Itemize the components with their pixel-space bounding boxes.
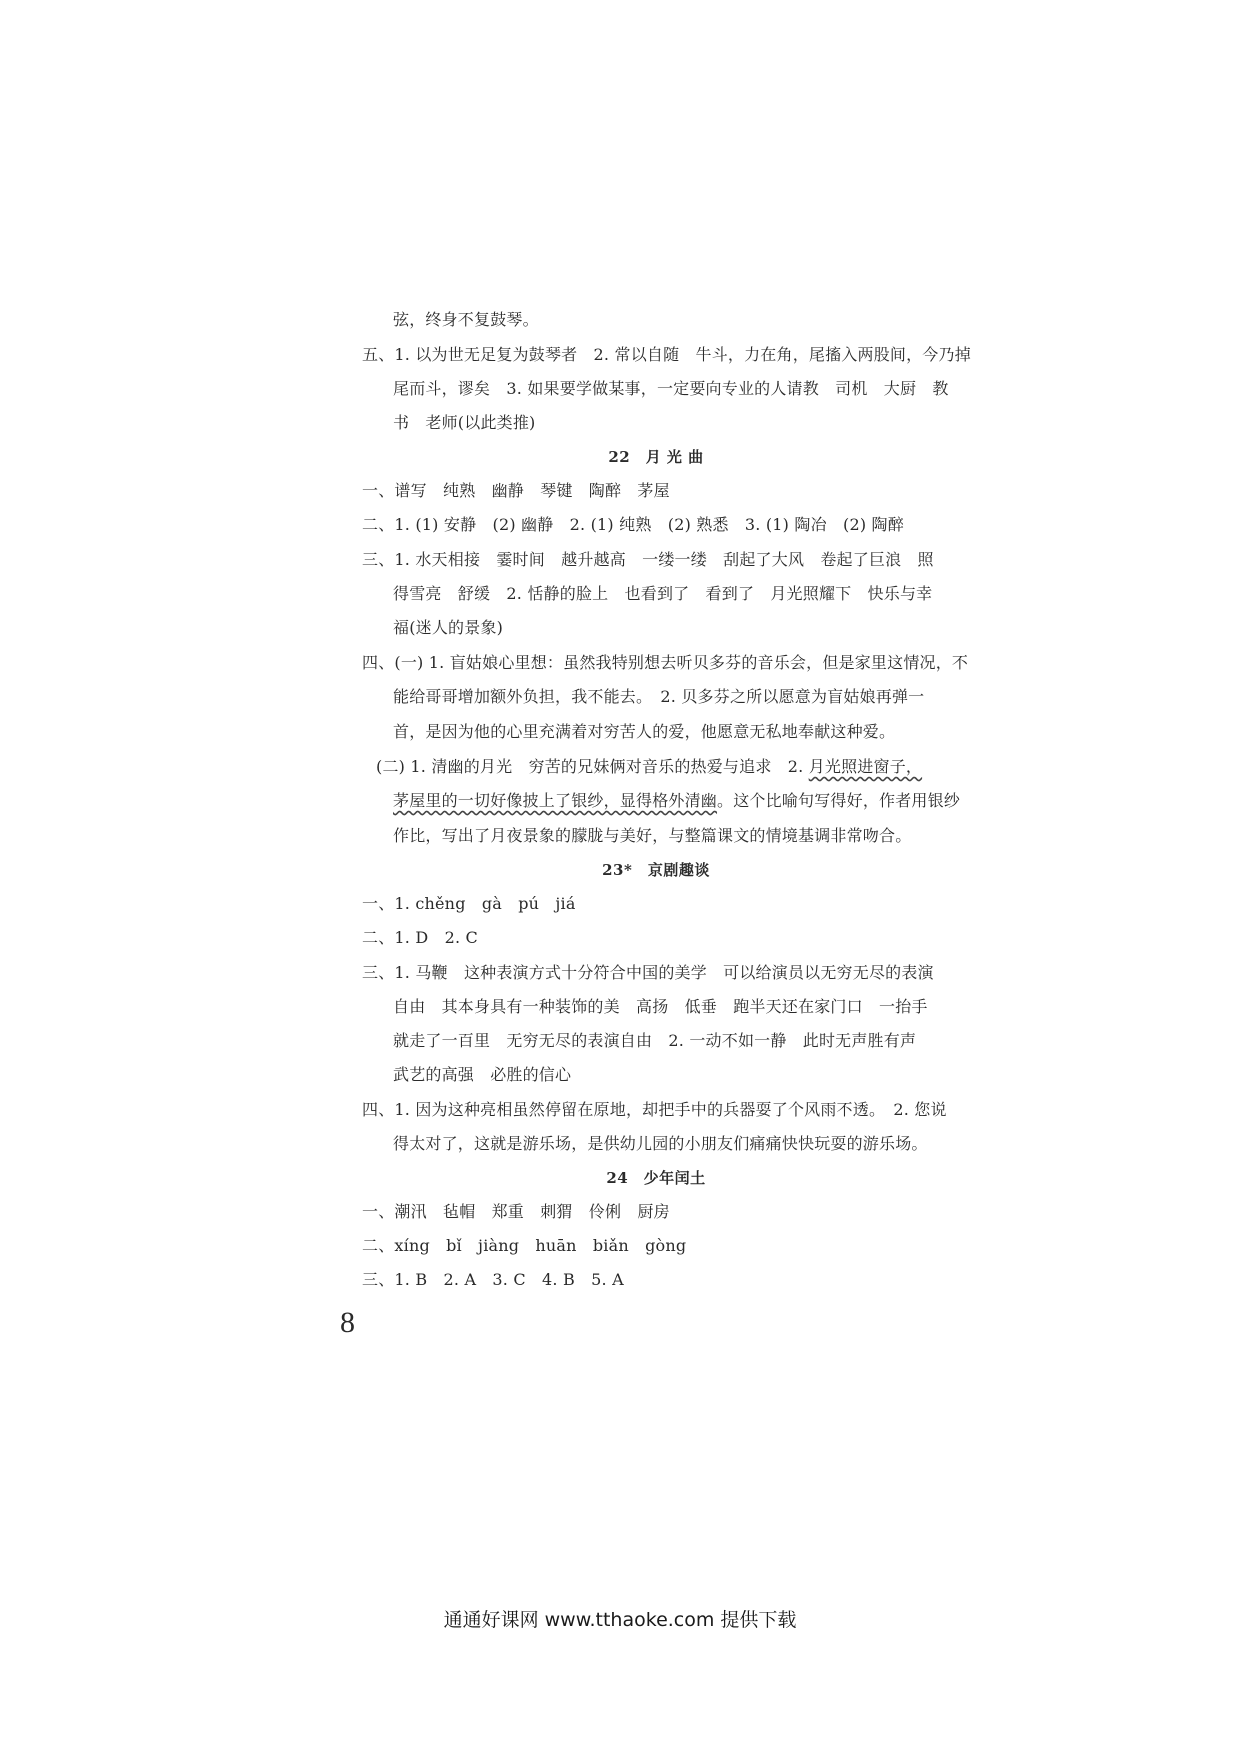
page-number: 8 — [340, 1306, 355, 1339]
text-line: 一、潮汛 毡帽 郑重 刺猬 伶俐 厨房 — [362, 1202, 670, 1221]
text-line: 三、1. 马鞭 这种表演方式十分符合中国的美学 可以给演员以无穷无尽的表演 — [362, 963, 934, 982]
section-heading: 22 月 光 曲 — [608, 448, 704, 466]
text-line: 五、1. 以为世无足复为鼓琴者 2. 常以自随 牛斗，力在角，尾搐入两股间，今乃掉 — [362, 345, 971, 364]
underlined-text: 月光照进窗子， — [808, 757, 923, 776]
text-line: 作比，写出了月夜景象的朦胧与美好，与整篇课文的情境基调非常吻合。 — [393, 826, 912, 845]
text-line: 得雪亮 舒缓 2. 恬静的脸上 也看到了 看到了 月光照耀下 快乐与幸 — [393, 584, 933, 603]
text-line: 二、xíng bǐ jiàng huān biǎn gòng — [362, 1236, 687, 1255]
text-line — [376, 756, 922, 778]
text-line: 弦，终身不复鼓琴。 — [393, 310, 539, 329]
text-line: 就走了一百里 无穷无尽的表演自由 2. 一动不如一静 此时无声胜有声 — [393, 1031, 917, 1050]
text-line: 武艺的高强 必胜的信心 — [393, 1065, 572, 1084]
text-line: 一、1. chěng gà pú jiá — [362, 894, 576, 913]
text-line: 首，是因为他的心里充满着对穷苦人的爱，他愿意无私地奉献这种爱。 — [393, 722, 896, 741]
text-line: 二、1. D 2. C — [362, 928, 478, 947]
footer-watermark: 通通好课网 www.tthaoke.com 提供下载 — [443, 1609, 797, 1631]
underlined-text: 茅屋里的一切好像披上了银纱，显得格外清幽 — [393, 791, 718, 810]
text-line: 得太对了，这就是游乐场，是供幼儿园的小朋友们痛痛快快玩耍的游乐场。 — [393, 1134, 928, 1153]
text-segment: (二) 1. 清幽的月光 穷苦的兄妹俩对音乐的热爱与追求 2. — [376, 757, 809, 776]
text-line: 书 老师(以此类推) — [393, 413, 536, 432]
text-line: 四、(一) 1. 盲姑娘心里想：虽然我特别想去听贝多芬的音乐会，但是家里这情况，不 — [362, 653, 969, 672]
text-line: 一、谱写 纯熟 幽静 琴键 陶醉 茅屋 — [362, 481, 670, 500]
text-line: 尾而斗，谬矣 3. 如果要学做某事，一定要向专业的人请教 司机 大厨 教 — [393, 379, 949, 398]
text-line: 四、1. 因为这种亮相虽然停留在原地，却把手中的兵器耍了个风雨不透。 2. 您说 — [362, 1100, 947, 1119]
text-line: 二、1. (1) 安静 (2) 幽静 2. (1) 纯熟 (2) 熟悉 3. (1) 陶冶 (2) 陶醉 — [362, 515, 904, 534]
text-line: 三、1. 水天相接 霎时间 越升越高 一缕一缕 刮起了大风 卷起了巨浪 照 — [362, 550, 934, 569]
section-heading: 23* 京剧趣谈 — [602, 861, 710, 879]
text-line: 能给哥哥增加额外负担，我不能去。 2. 贝多芬之所以愿意为盲姑娘再弹一 — [393, 687, 925, 706]
section-heading: 24 少年闰土 — [606, 1169, 706, 1187]
text-line: 自由 其本身具有一种装饰的美 高扬 低垂 跑半天还在家门口 一抬手 — [393, 997, 928, 1016]
text-line — [393, 790, 960, 812]
text-line: 三、1. B 2. A 3. C 4. B 5. A — [362, 1270, 624, 1289]
text-segment: 。这个比喻句写得好，作者用银纱 — [717, 791, 961, 810]
text-line: 福(迷人的景象) — [393, 618, 504, 637]
